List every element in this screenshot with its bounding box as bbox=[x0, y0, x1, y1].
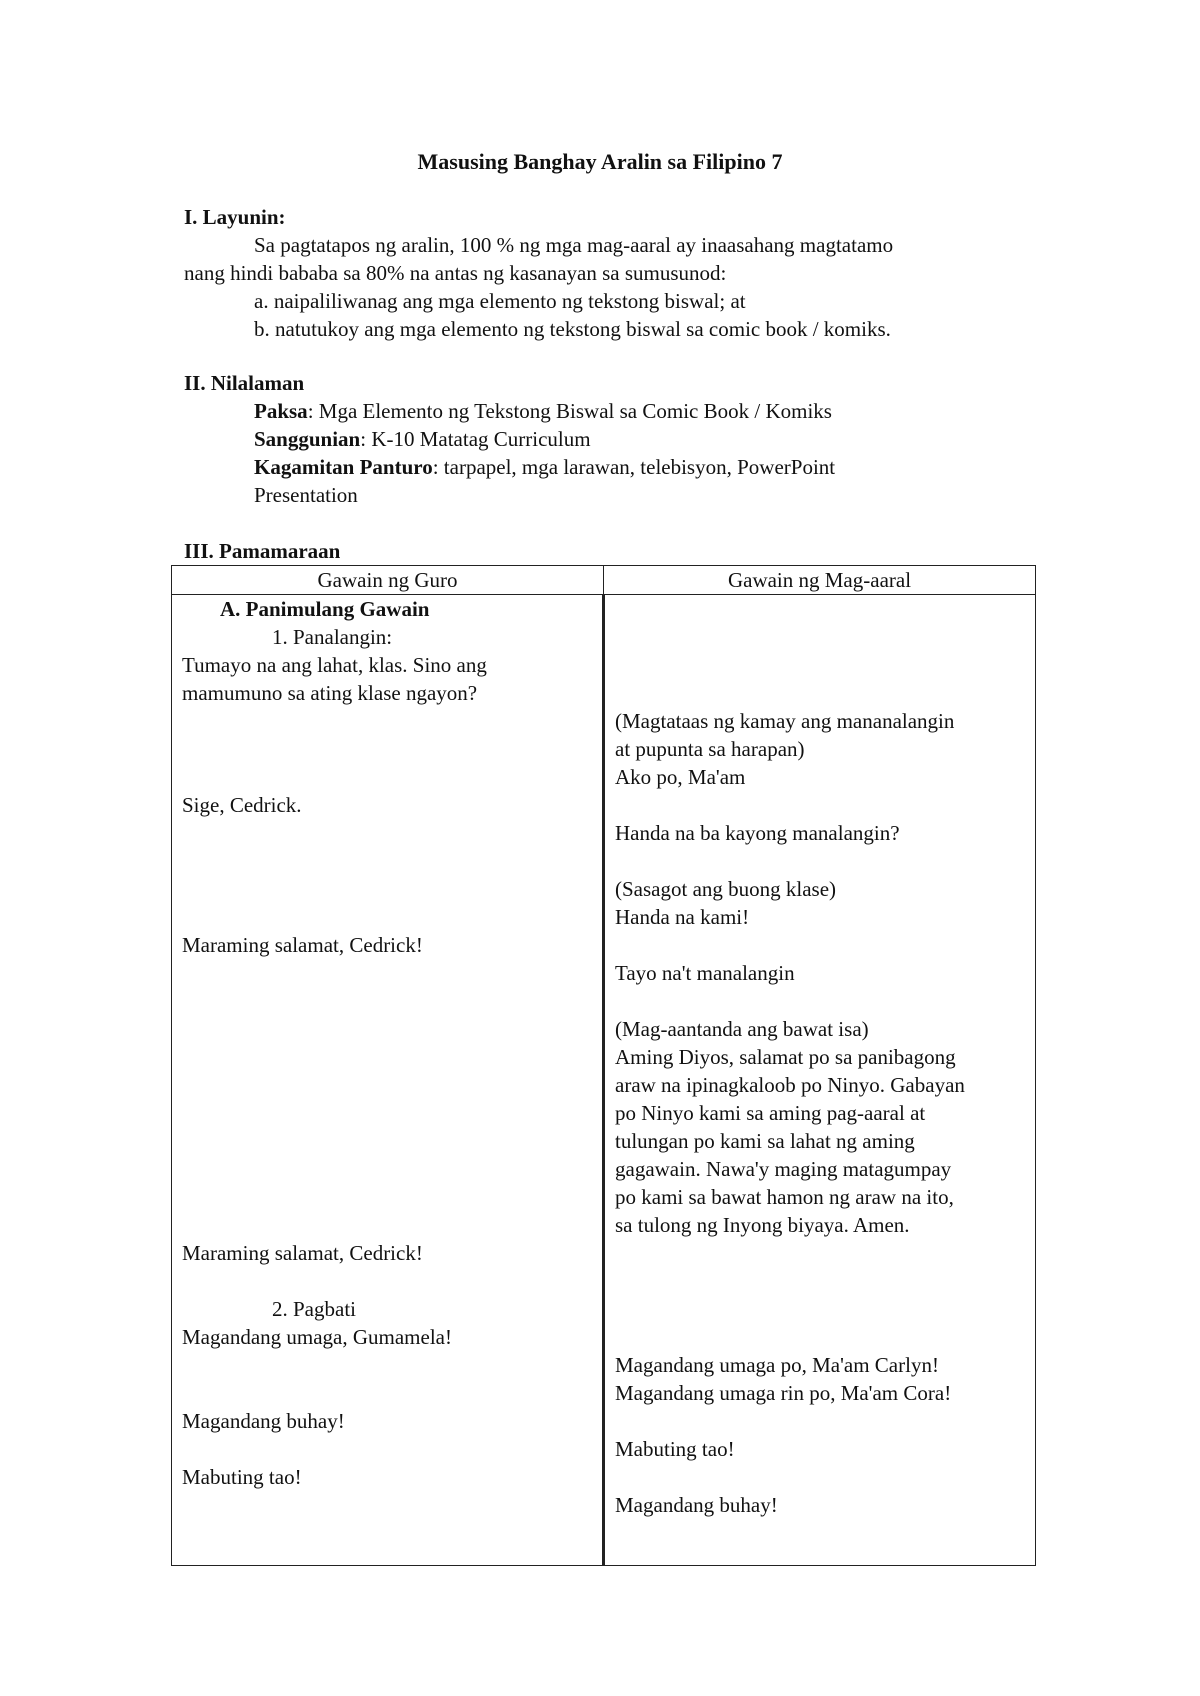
layunin-intro-line1: Sa pagtatapos ng aralin, 100 % ng mga mag-aaral ay inaasahang magtatamo bbox=[254, 233, 894, 257]
guro-line bbox=[182, 987, 592, 1015]
guro-line bbox=[182, 847, 592, 875]
guro-line bbox=[182, 1127, 592, 1155]
kagamitan-label: Kagamitan Panturo bbox=[254, 455, 433, 479]
paksa-line bbox=[184, 397, 1034, 425]
magaaral-line: Ako po, Ma'am bbox=[615, 765, 746, 789]
magaaral-line: Magandang umaga po, Ma'am Carlyn! bbox=[615, 1353, 939, 1377]
magaaral-line: Handa na ba kayong manalangin? bbox=[615, 821, 900, 845]
magaaral-line bbox=[615, 651, 1025, 679]
magaaral-line bbox=[615, 595, 1025, 623]
paksa-value: : Mga Elemento ng Tekstong Biswal sa Comic Book / Komiks bbox=[307, 399, 832, 423]
magaaral-line bbox=[615, 791, 1025, 819]
guro-line bbox=[182, 1211, 592, 1239]
guro-line bbox=[182, 875, 592, 903]
guro-line: Magandang umaga, Gumamela! bbox=[182, 1325, 452, 1349]
guro-line bbox=[182, 1379, 592, 1407]
magaaral-line: (Mag-aantanda ang bawat isa) bbox=[615, 1017, 869, 1041]
document-title: Masusing Banghay Aralin sa Filipino 7 bbox=[417, 149, 783, 174]
kagamitan-line bbox=[184, 453, 1034, 481]
guro-line: mamumuno sa ating klase ngayon? bbox=[182, 681, 478, 705]
magaaral-line: tulungan po kami sa lahat ng aming bbox=[615, 1129, 915, 1153]
kagamitan-value-continued: Presentation bbox=[254, 483, 358, 507]
guro-line bbox=[182, 735, 592, 763]
guro-line bbox=[182, 819, 592, 847]
magaaral-line: araw na ipinagkaloob po Ninyo. Gabayan bbox=[615, 1073, 965, 1097]
magaaral-line bbox=[615, 987, 1025, 1015]
guro-line bbox=[182, 959, 592, 987]
column-header-magaaral: Gawain ng Mag-aaral bbox=[604, 566, 1036, 595]
guro-line: Mabuting tao! bbox=[182, 1465, 302, 1489]
magaaral-line bbox=[615, 931, 1025, 959]
magaaral-line: at pupunta sa harapan) bbox=[615, 737, 805, 761]
layunin-item-a: a. naipaliliwanag ang mga elemento ng tekstong biswal; at bbox=[254, 289, 746, 313]
pamamaraan-section bbox=[184, 537, 1034, 565]
guro-line bbox=[182, 763, 592, 791]
magaaral-line bbox=[615, 1239, 1025, 1267]
magaaral-line: Handa na kami! bbox=[615, 905, 750, 929]
guro-line bbox=[182, 707, 592, 735]
guro-line: Magandang buhay! bbox=[182, 1409, 345, 1433]
magaaral-line: Aming Diyos, salamat po sa panibagong bbox=[615, 1045, 956, 1069]
magaaral-line: Mabuting tao! bbox=[615, 1437, 735, 1461]
guro-line bbox=[182, 1267, 592, 1295]
pagbati-step: 2. Pagbati bbox=[272, 1297, 356, 1321]
guro-line bbox=[182, 1351, 592, 1379]
nilalaman-heading: II. Nilalaman bbox=[184, 371, 305, 395]
magaaral-line: sa tulong ng Inyong biyaya. Amen. bbox=[615, 1213, 910, 1237]
layunin-section bbox=[184, 203, 1034, 343]
layunin-intro-line2: nang hindi bababa sa 80% na antas ng kasanayan sa sumusunod: bbox=[184, 261, 727, 285]
pamamaraan-heading: III. Pamamaraan bbox=[184, 539, 341, 563]
pamamaraan-table bbox=[171, 565, 1036, 1566]
guro-line: Maraming salamat, Cedrick! bbox=[182, 1241, 423, 1265]
magaaral-line bbox=[615, 623, 1025, 651]
guro-line bbox=[182, 1155, 592, 1183]
magaaral-line bbox=[615, 1267, 1025, 1295]
magaaral-line: po Ninyo kami sa aming pag-aaral at bbox=[615, 1101, 926, 1125]
magaaral-line: Tayo na't manalangin bbox=[615, 961, 795, 985]
guro-line bbox=[182, 1099, 592, 1127]
kagamitan-value: : tarpapel, mga larawan, telebisyon, PowerPoint bbox=[432, 455, 836, 479]
magaaral-line: (Sasagot ang buong klase) bbox=[615, 877, 837, 901]
table-header-row bbox=[172, 566, 1036, 595]
magaaral-line: Magandang umaga rin po, Ma'am Cora! bbox=[615, 1381, 952, 1405]
guro-line bbox=[182, 1043, 592, 1071]
magaaral-line bbox=[615, 1407, 1025, 1435]
guro-column-cell bbox=[172, 595, 604, 1566]
magaaral-line: gagawain. Nawa'y maging matagumpay bbox=[615, 1157, 952, 1181]
magaaral-line: Magandang buhay! bbox=[615, 1493, 778, 1517]
guro-line: Tumayo na ang lahat, klas. Sino ang bbox=[182, 653, 487, 677]
magaaral-line bbox=[615, 1323, 1025, 1351]
table-row bbox=[172, 595, 1036, 1566]
magaaral-column-cell bbox=[604, 595, 1036, 1566]
panalangin-step: 1. Panalangin: bbox=[272, 625, 393, 649]
layunin-heading: I. Layunin: bbox=[184, 205, 286, 229]
sanggunian-label: Sanggunian bbox=[254, 427, 361, 451]
sanggunian-value: : K-10 Matatag Curriculum bbox=[360, 427, 591, 451]
guro-line bbox=[182, 1435, 592, 1463]
guro-line: Maraming salamat, Cedrick! bbox=[182, 933, 423, 957]
magaaral-line bbox=[615, 1295, 1025, 1323]
magaaral-line bbox=[615, 679, 1025, 707]
paksa-label: Paksa bbox=[254, 399, 308, 423]
guro-line bbox=[182, 903, 592, 931]
guro-line bbox=[182, 1183, 592, 1211]
magaaral-line bbox=[615, 847, 1025, 875]
magaaral-line: (Magtataas ng kamay ang mananalangin bbox=[615, 709, 955, 733]
nilalaman-section bbox=[184, 369, 1034, 509]
guro-line bbox=[182, 1015, 592, 1043]
sanggunian-line bbox=[184, 425, 1034, 453]
magaaral-line: po kami sa bawat hamon ng araw na ito, bbox=[615, 1185, 954, 1209]
panimulang-gawain-subheading: A. Panimulang Gawain bbox=[220, 597, 430, 621]
layunin-item-b: b. natutukoy ang mga elemento ng tekstong biswal sa comic book / komiks. bbox=[254, 317, 891, 341]
guro-line: Sige, Cedrick. bbox=[182, 793, 302, 817]
column-header-guro: Gawain ng Guro bbox=[172, 566, 604, 595]
guro-line bbox=[182, 1071, 592, 1099]
magaaral-line bbox=[615, 1463, 1025, 1491]
